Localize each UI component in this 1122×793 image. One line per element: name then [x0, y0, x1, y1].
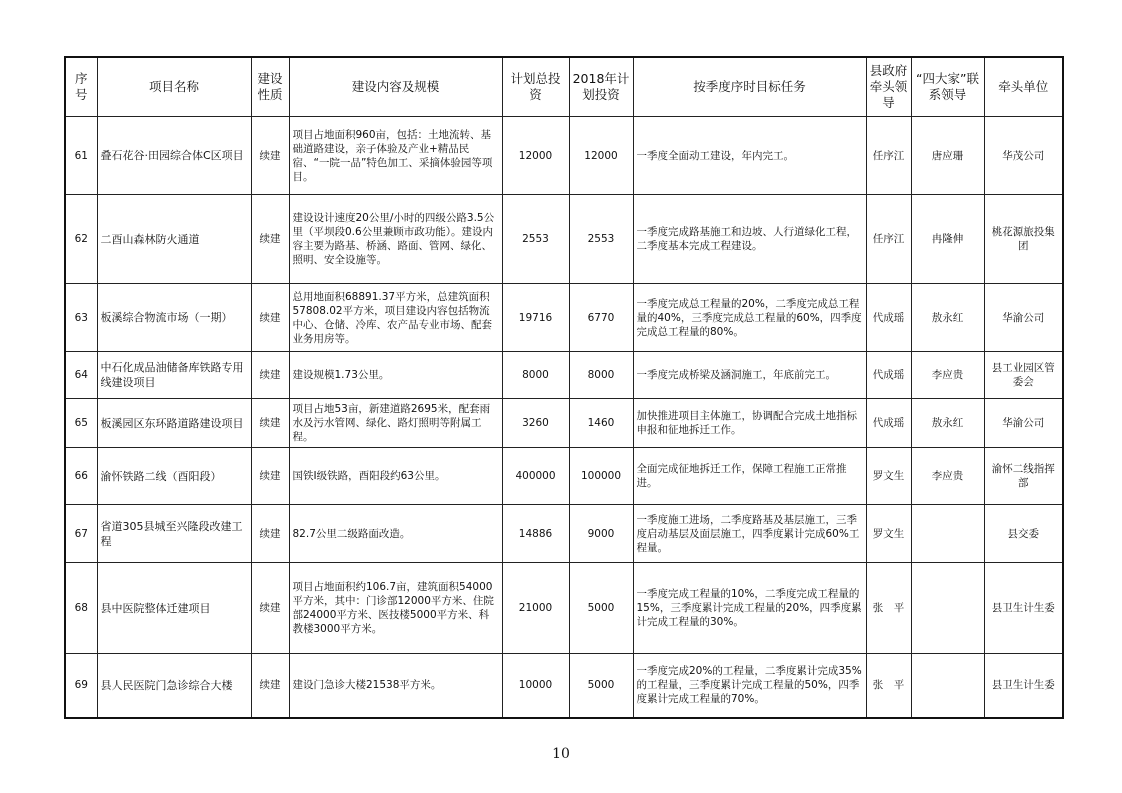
- cell-contact-leader: 李应贵: [911, 352, 984, 399]
- cell-tasks: 一季度完成桥梁及涵洞施工，年底前完工。: [633, 352, 866, 399]
- cell-name: 中石化成品油储备库铁路专用线建设项目: [97, 352, 251, 399]
- cell-nature: 续建: [251, 284, 289, 352]
- cell-tasks: 一季度完成工程量的10%，二季度完成工程量的15%，三季度累计完成工程量的20%，四季度累计完成工程量的30%。: [633, 563, 866, 654]
- cell-nature: 续建: [251, 654, 289, 718]
- cell-unit: 华渝公司: [984, 284, 1063, 352]
- cell-seq: 63: [65, 284, 97, 352]
- cell-content: 项目占地53亩，新建道路2695米，配套雨水及污水管网、绿化、路灯照明等附属工程。: [289, 399, 502, 448]
- cell-plan2018: 2553: [569, 195, 633, 284]
- cell-total: 12000: [502, 117, 569, 195]
- cell-total: 8000: [502, 352, 569, 399]
- cell-plan2018: 8000: [569, 352, 633, 399]
- cell-plan2018: 12000: [569, 117, 633, 195]
- table-row: [65, 563, 1063, 654]
- cell-name: 渝怀铁路二线（酉阳段）: [97, 448, 251, 505]
- table-row: [65, 505, 1063, 563]
- cell-tasks: 一季度完成20%的工程量，二季度累计完成35%的工程量，三季度累计完成工程量的50%，四季度累计完成工程量的70%。: [633, 654, 866, 718]
- table-row: [65, 352, 1063, 399]
- header-content: 建设内容及规模: [289, 57, 502, 117]
- cell-content: 国铁Ⅰ级铁路，酉阳段约63公里。: [289, 448, 502, 505]
- cell-name: 板溪综合物流市场（一期）: [97, 284, 251, 352]
- project-table: [64, 56, 1064, 719]
- header-nature: 建设性质: [251, 57, 289, 117]
- cell-seq: 68: [65, 563, 97, 654]
- cell-plan2018: 5000: [569, 563, 633, 654]
- cell-content: 建设设计速度20公里/小时的四级公路3.5公里（平坝段0.6公里兼顾市政功能）。建设内容主要为路基、桥涵、路面、管网、绿化、照明、安全设施等。: [289, 195, 502, 284]
- cell-tasks: 全面完成征地拆迁工作，保障工程施工正常推进。: [633, 448, 866, 505]
- cell-name: 省道305县城至兴隆段改建工程: [97, 505, 251, 563]
- header-tasks: 按季度序时目标任务: [633, 57, 866, 117]
- cell-gov-leader: 任序江: [866, 117, 911, 195]
- cell-name: 板溪园区东环路道路建设项目: [97, 399, 251, 448]
- table-row: [65, 284, 1063, 352]
- header-name: 项目名称: [97, 57, 251, 117]
- cell-name: 县人民医院门急诊综合大楼: [97, 654, 251, 718]
- cell-tasks: 加快推进项目主体施工，协调配合完成土地指标申报和征地拆迁工作。: [633, 399, 866, 448]
- cell-plan2018: 9000: [569, 505, 633, 563]
- cell-plan2018: 6770: [569, 284, 633, 352]
- cell-unit: 渝怀二线指挥部: [984, 448, 1063, 505]
- cell-plan2018: 5000: [569, 654, 633, 718]
- cell-unit: 县卫生计生委: [984, 563, 1063, 654]
- cell-gov-leader: 代成瑶: [866, 399, 911, 448]
- cell-tasks: 一季度完成路基施工和边坡、人行道绿化工程，二季度基本完成工程建设。: [633, 195, 866, 284]
- cell-gov-leader: 代成瑶: [866, 352, 911, 399]
- cell-name: 县中医院整体迁建项目: [97, 563, 251, 654]
- cell-plan2018: 1460: [569, 399, 633, 448]
- header-contact-leader: “四大家”联系领导: [911, 57, 984, 117]
- cell-contact-leader: 敖永红: [911, 399, 984, 448]
- cell-total: 2553: [502, 195, 569, 284]
- cell-content: 总用地面积68891.37平方米，总建筑面积57808.02平方米，项目建设内容包括物流中心、仓储、冷库、农产品专业市场、配套业务用房等。: [289, 284, 502, 352]
- cell-contact-leader: [911, 505, 984, 563]
- cell-seq: 67: [65, 505, 97, 563]
- cell-contact-leader: 敖永红: [911, 284, 984, 352]
- cell-contact-leader: 冉隆伸: [911, 195, 984, 284]
- cell-content: 项目占地面积约106.7亩，建筑面积54000平方米，其中：门诊部12000平方米、住院部24000平方米、医技楼5000平方米、科教楼3000平方米。: [289, 563, 502, 654]
- cell-contact-leader: [911, 563, 984, 654]
- cell-name: 叠石花谷·田园综合体C区项目: [97, 117, 251, 195]
- table-row: [65, 399, 1063, 448]
- cell-contact-leader: 唐应珊: [911, 117, 984, 195]
- cell-seq: 65: [65, 399, 97, 448]
- table-row: [65, 195, 1063, 284]
- cell-total: 19716: [502, 284, 569, 352]
- cell-seq: 61: [65, 117, 97, 195]
- cell-nature: 续建: [251, 505, 289, 563]
- cell-content: 项目占地面积960亩，包括：土地流转、基础道路建设，亲子体验及产业+精品民宿、“一院一品”特色加工、采摘体验园等项目。: [289, 117, 502, 195]
- table-row: [65, 654, 1063, 718]
- cell-gov-leader: 罗文生: [866, 448, 911, 505]
- cell-contact-leader: [911, 654, 984, 718]
- cell-seq: 62: [65, 195, 97, 284]
- header-seq: 序号: [65, 57, 97, 117]
- cell-tasks: 一季度全面动工建设，年内完工。: [633, 117, 866, 195]
- cell-content: 82.7公里二级路面改造。: [289, 505, 502, 563]
- cell-plan2018: 100000: [569, 448, 633, 505]
- cell-total: 21000: [502, 563, 569, 654]
- project-table-sheet: [64, 56, 1062, 719]
- cell-content: 建设规模1.73公里。: [289, 352, 502, 399]
- cell-gov-leader: 张 平: [866, 654, 911, 718]
- cell-gov-leader: 罗文生: [866, 505, 911, 563]
- cell-nature: 续建: [251, 195, 289, 284]
- cell-unit: 华渝公司: [984, 399, 1063, 448]
- cell-nature: 续建: [251, 448, 289, 505]
- cell-gov-leader: 张 平: [866, 563, 911, 654]
- cell-nature: 续建: [251, 352, 289, 399]
- cell-unit: 县交委: [984, 505, 1063, 563]
- cell-total: 14886: [502, 505, 569, 563]
- cell-unit: 县工业园区管委会: [984, 352, 1063, 399]
- cell-unit: 华茂公司: [984, 117, 1063, 195]
- page-number: 10: [552, 746, 570, 762]
- header-unit: 牵头单位: [984, 57, 1063, 117]
- cell-gov-leader: 任序江: [866, 195, 911, 284]
- cell-seq: 66: [65, 448, 97, 505]
- cell-contact-leader: 李应贵: [911, 448, 984, 505]
- cell-content: 建设门急诊大楼21538平方米。: [289, 654, 502, 718]
- header-total: 计划总投资: [502, 57, 569, 117]
- table-row: [65, 448, 1063, 505]
- header-plan2018: 2018年计划投资: [569, 57, 633, 117]
- cell-nature: 续建: [251, 563, 289, 654]
- cell-tasks: 一季度施工进场，二季度路基及基层施工，三季度启动基层及面层施工，四季度累计完成60%工程量。: [633, 505, 866, 563]
- cell-unit: 县卫生计生委: [984, 654, 1063, 718]
- cell-seq: 64: [65, 352, 97, 399]
- cell-unit: 桃花源旅投集团: [984, 195, 1063, 284]
- cell-total: 3260: [502, 399, 569, 448]
- header-row: [65, 57, 1063, 117]
- cell-nature: 续建: [251, 117, 289, 195]
- header-gov-leader: 县政府牵头领导: [866, 57, 911, 117]
- cell-gov-leader: 代成瑶: [866, 284, 911, 352]
- table-row: [65, 117, 1063, 195]
- cell-nature: 续建: [251, 399, 289, 448]
- cell-seq: 69: [65, 654, 97, 718]
- cell-name: 二酉山森林防火通道: [97, 195, 251, 284]
- cell-tasks: 一季度完成总工程量的20%，二季度完成总工程量的40%，三季度完成总工程量的60%，四季度完成总工程量的80%。: [633, 284, 866, 352]
- cell-total: 400000: [502, 448, 569, 505]
- cell-total: 10000: [502, 654, 569, 718]
